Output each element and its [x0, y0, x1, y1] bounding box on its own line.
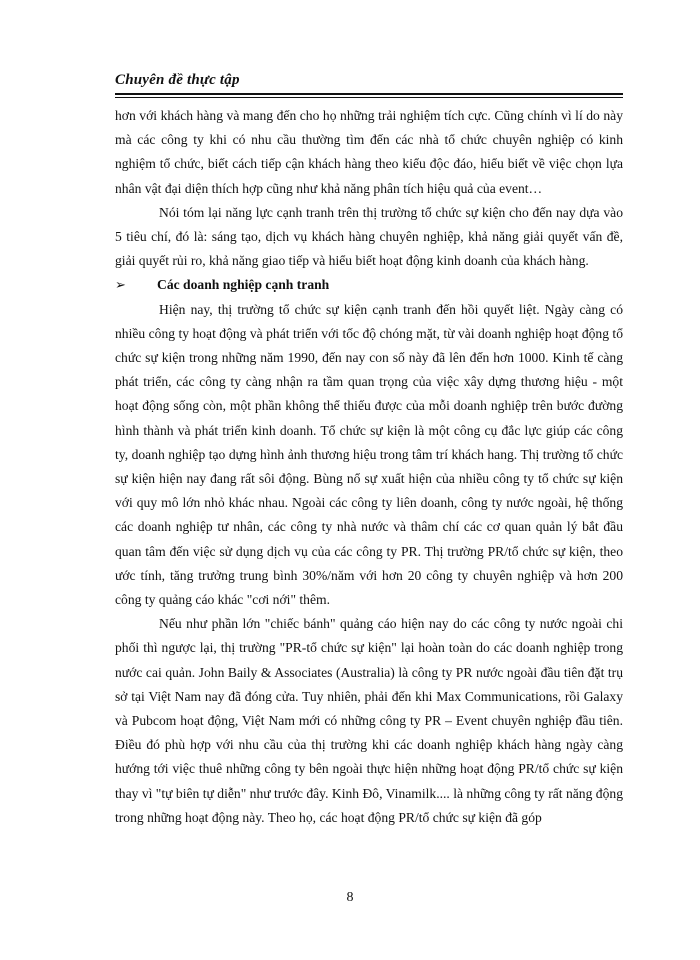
page-number: 8 [346, 890, 354, 905]
body-text [115, 104, 623, 830]
section-heading [115, 273, 623, 297]
section-heading-text: Các doanh nghiệp cạnh tranh [157, 277, 330, 293]
header-rule [115, 93, 623, 95]
paragraph-continuation: hơn với khách hàng và mang đến cho họ những trải nghiệm tích cực. Cũng chính vì lí do này mà các công ty khi có nhu cầu thường tìm đến các nhà tổ chức chuyên nghiệp có kinh nghiệm tổ chức, biết cách tiếp cận khách hàng theo kiểu độc đáo, hiểu biết về việc chọn lựa nhân vật đại diện thích hợp cũng như khả năng phân tích hiệu quả của event… [115, 108, 623, 196]
header-rule-thin [115, 97, 623, 98]
paragraph-domestic: Nếu như phần lớn "chiếc bánh" quảng cáo hiện nay do các công ty nước ngoài chi phối thì ngược lại, thị trường "PR-tổ chức sự kiện" lại hoàn toàn do các doanh nghiệp trong nước cai quản. John Baily & Associates (Australia) là công ty PR nước ngoài đầu tiên đặt trụ sở tại Việt Nam nay đã đóng cửa. Tuy nhiên, phải đến khi Max Communications, rồi Galaxy và Pubcom hoạt động, Việt Nam mới có những công ty PR – Event chuyên nghiệp đầu tiên. Điều đó phù hợp với nhu cầu của thị trường khi các doanh nghiệp khách hàng ngày càng hướng tới việc thuê những công ty bên ngoài thực hiện những hoạt động PR/tổ chức sự kiện thay vì "tự biên tự diễn" như trước đây. Kinh Đô, Vinamilk.... là những công ty rất năng động trong những hoạt động này. Theo họ, các hoạt động PR/tổ chức sự kiện đã góp [115, 616, 623, 825]
running-header: Chuyên đề thực tập [115, 72, 240, 88]
arrow-bullet-icon: ➢ [115, 277, 126, 293]
paragraph-competitiveness: Nói tóm lại năng lực cạnh tranh trên thị trường tổ chức sự kiện cho đến nay dựa vào 5 tiêu chí, đó là: sáng tạo, dịch vụ khách hàng chuyên nghiệp, khả năng giải quyết vấn đề, giải quyết rủi ro, khả năng giao tiếp và hiểu biết hoạt động kinh doanh của khách hàng. [115, 204, 623, 269]
paragraph-market: Hiện nay, thị trường tổ chức sự kiện cạnh tranh đến hồi quyết liệt. Ngày càng có nhiều công ty hoạt động và phát triển với tốc độ chóng mặt, từ vài doanh nghiệp hoạt động tổ chức sự kiện trong những năm 1990, đến nay con số này đã lên đến hơn 1000. Kinh tế càng phát triển, các công ty càng nhận ra tầm quan trọng của việc xây dựng thương hiệu - một hoạt động sống còn, một phần không thể thiếu được của mỗi doanh nghiệp trên bước đường hình thành và phát triển kinh doanh. Tổ chức sự kiện là một công cụ đắc lực giúp các công ty, doanh nghiệp tạo dựng hình ảnh thương hiệu trong tâm trí khách hang. Thị trường tổ chức sự kiện hiện nay đang rất sôi động. Bùng nổ sự xuất hiện của nhiều công ty tổ chức sự kiện với quy mô lớn nhỏ khác nhau. Ngoài các công ty liên doanh, công ty nước ngoài, hệ thống các doanh nghiệp tư nhân, các công ty nhà nước và thâm chí các cơ quan quản lý bắt đầu quan tâm đến việc sử dụng dịch vụ của các công ty PR. Thị trường PR/tổ chức sự kiện, theo ước tính, tăng trưởng trung bình 30%/năm với hơn 20 công ty chuyên nghiệp và hơn 200 công ty quảng cáo khác "cơi nới" thêm. [115, 301, 623, 608]
